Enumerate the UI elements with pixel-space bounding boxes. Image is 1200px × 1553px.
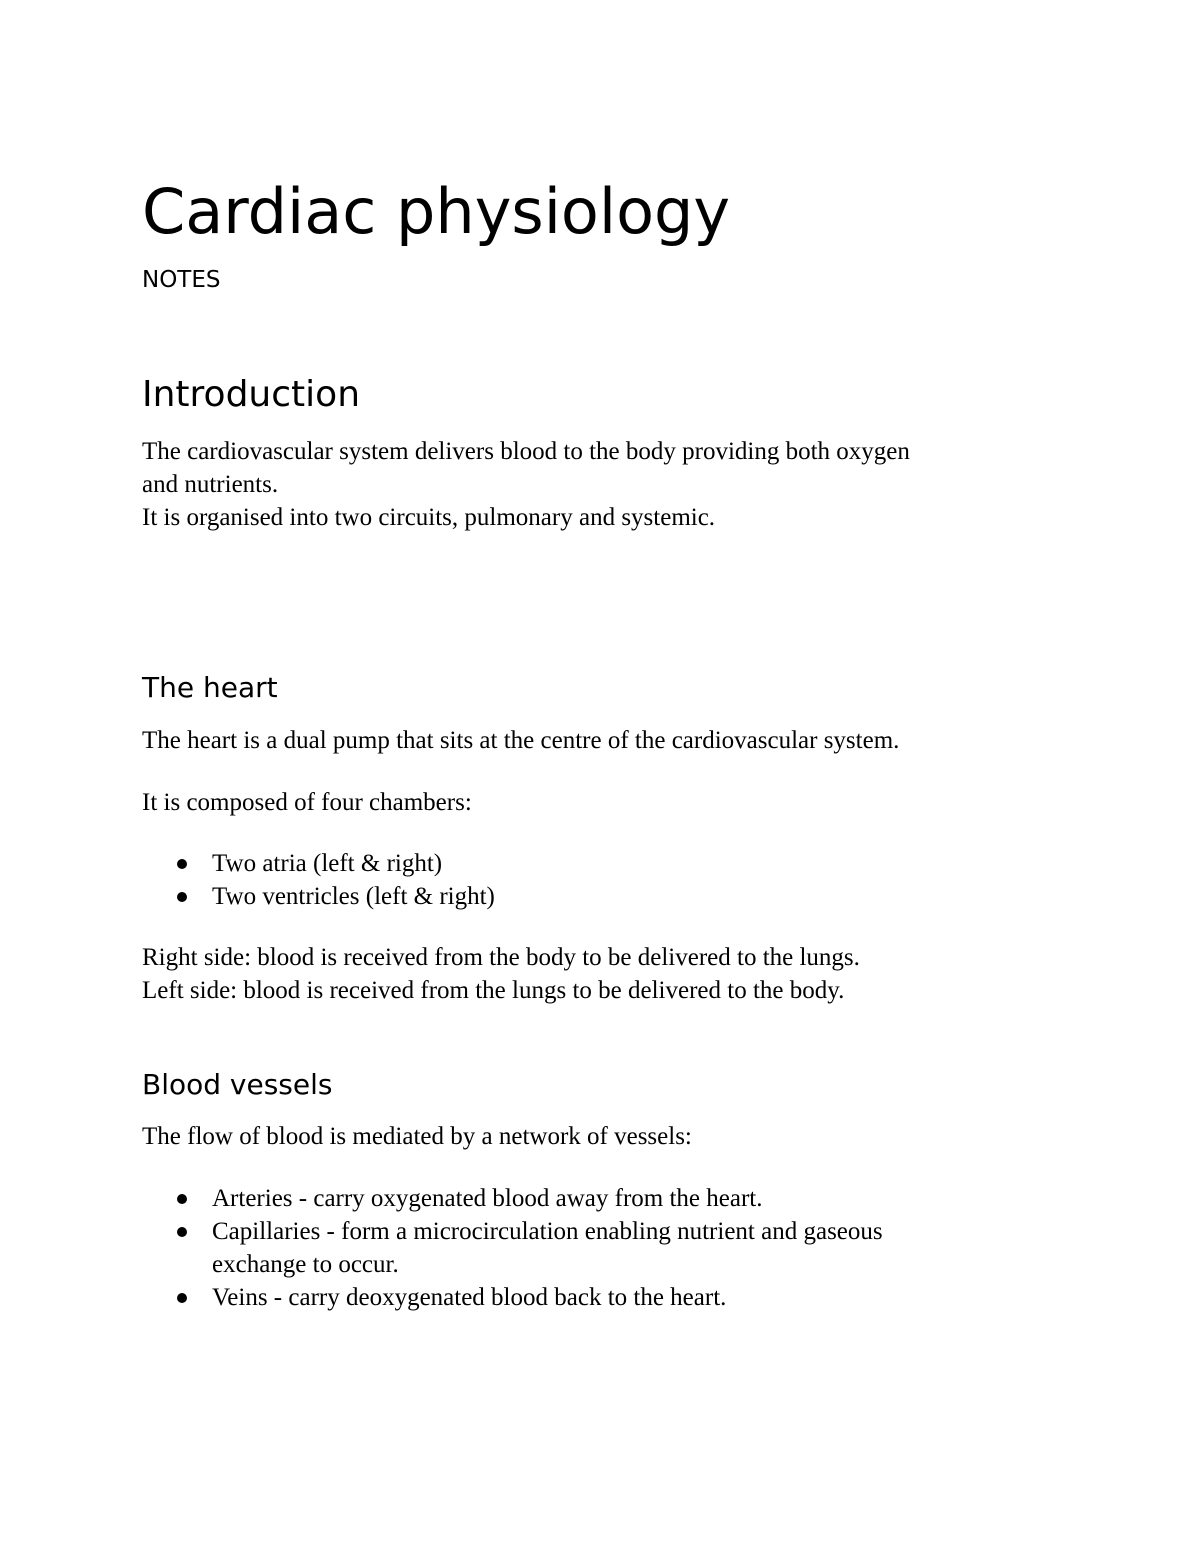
intro-paragraph-line-2: and nutrients. bbox=[142, 471, 279, 498]
heading-introduction: Introduction bbox=[142, 374, 361, 415]
intro-paragraph-line-1: The cardiovascular system delivers blood to the body providing both oxygen bbox=[142, 438, 910, 465]
list-item-text-arteries: Arteries - carry oxygenated blood away from the heart. bbox=[212, 1185, 763, 1212]
vessels-paragraph-network: The flow of blood is mediated by a network of vessels: bbox=[142, 1123, 692, 1150]
list-item-text-veins: Veins - carry deoxygenated blood back to the heart. bbox=[212, 1284, 727, 1311]
bullet-icon bbox=[177, 1194, 187, 1204]
document-subtitle: NOTES bbox=[142, 267, 221, 293]
list-item-text-capillaries: Capillaries - form a microcirculation enabling nutrient and gaseous bbox=[212, 1218, 883, 1245]
document-title: Cardiac physiology bbox=[142, 175, 731, 248]
intro-paragraph-circuits: It is organised into two circuits, pulmonary and systemic. bbox=[142, 504, 716, 531]
list-item-text-capillaries-continued: exchange to occur. bbox=[212, 1251, 399, 1278]
bullet-icon bbox=[177, 892, 187, 902]
heart-paragraph-left-side: Left side: blood is received from the lungs to be delivered to the body. bbox=[142, 977, 845, 1004]
bullet-icon bbox=[177, 859, 187, 869]
heading-blood-vessels: Blood vessels bbox=[142, 1068, 333, 1101]
heading-the-heart: The heart bbox=[142, 671, 278, 704]
heart-paragraph-chambers: It is composed of four chambers: bbox=[142, 789, 472, 816]
list-item-text: Two ventricles (left & right) bbox=[212, 883, 495, 910]
heart-paragraph-right-side: Right side: blood is received from the body to be delivered to the lungs. bbox=[142, 944, 860, 971]
bullet-icon bbox=[177, 1293, 187, 1303]
bullet-icon bbox=[177, 1227, 187, 1237]
list-item-text: Two atria (left & right) bbox=[212, 850, 443, 877]
heart-paragraph-dual-pump: The heart is a dual pump that sits at the centre of the cardiovascular system. bbox=[142, 727, 900, 754]
